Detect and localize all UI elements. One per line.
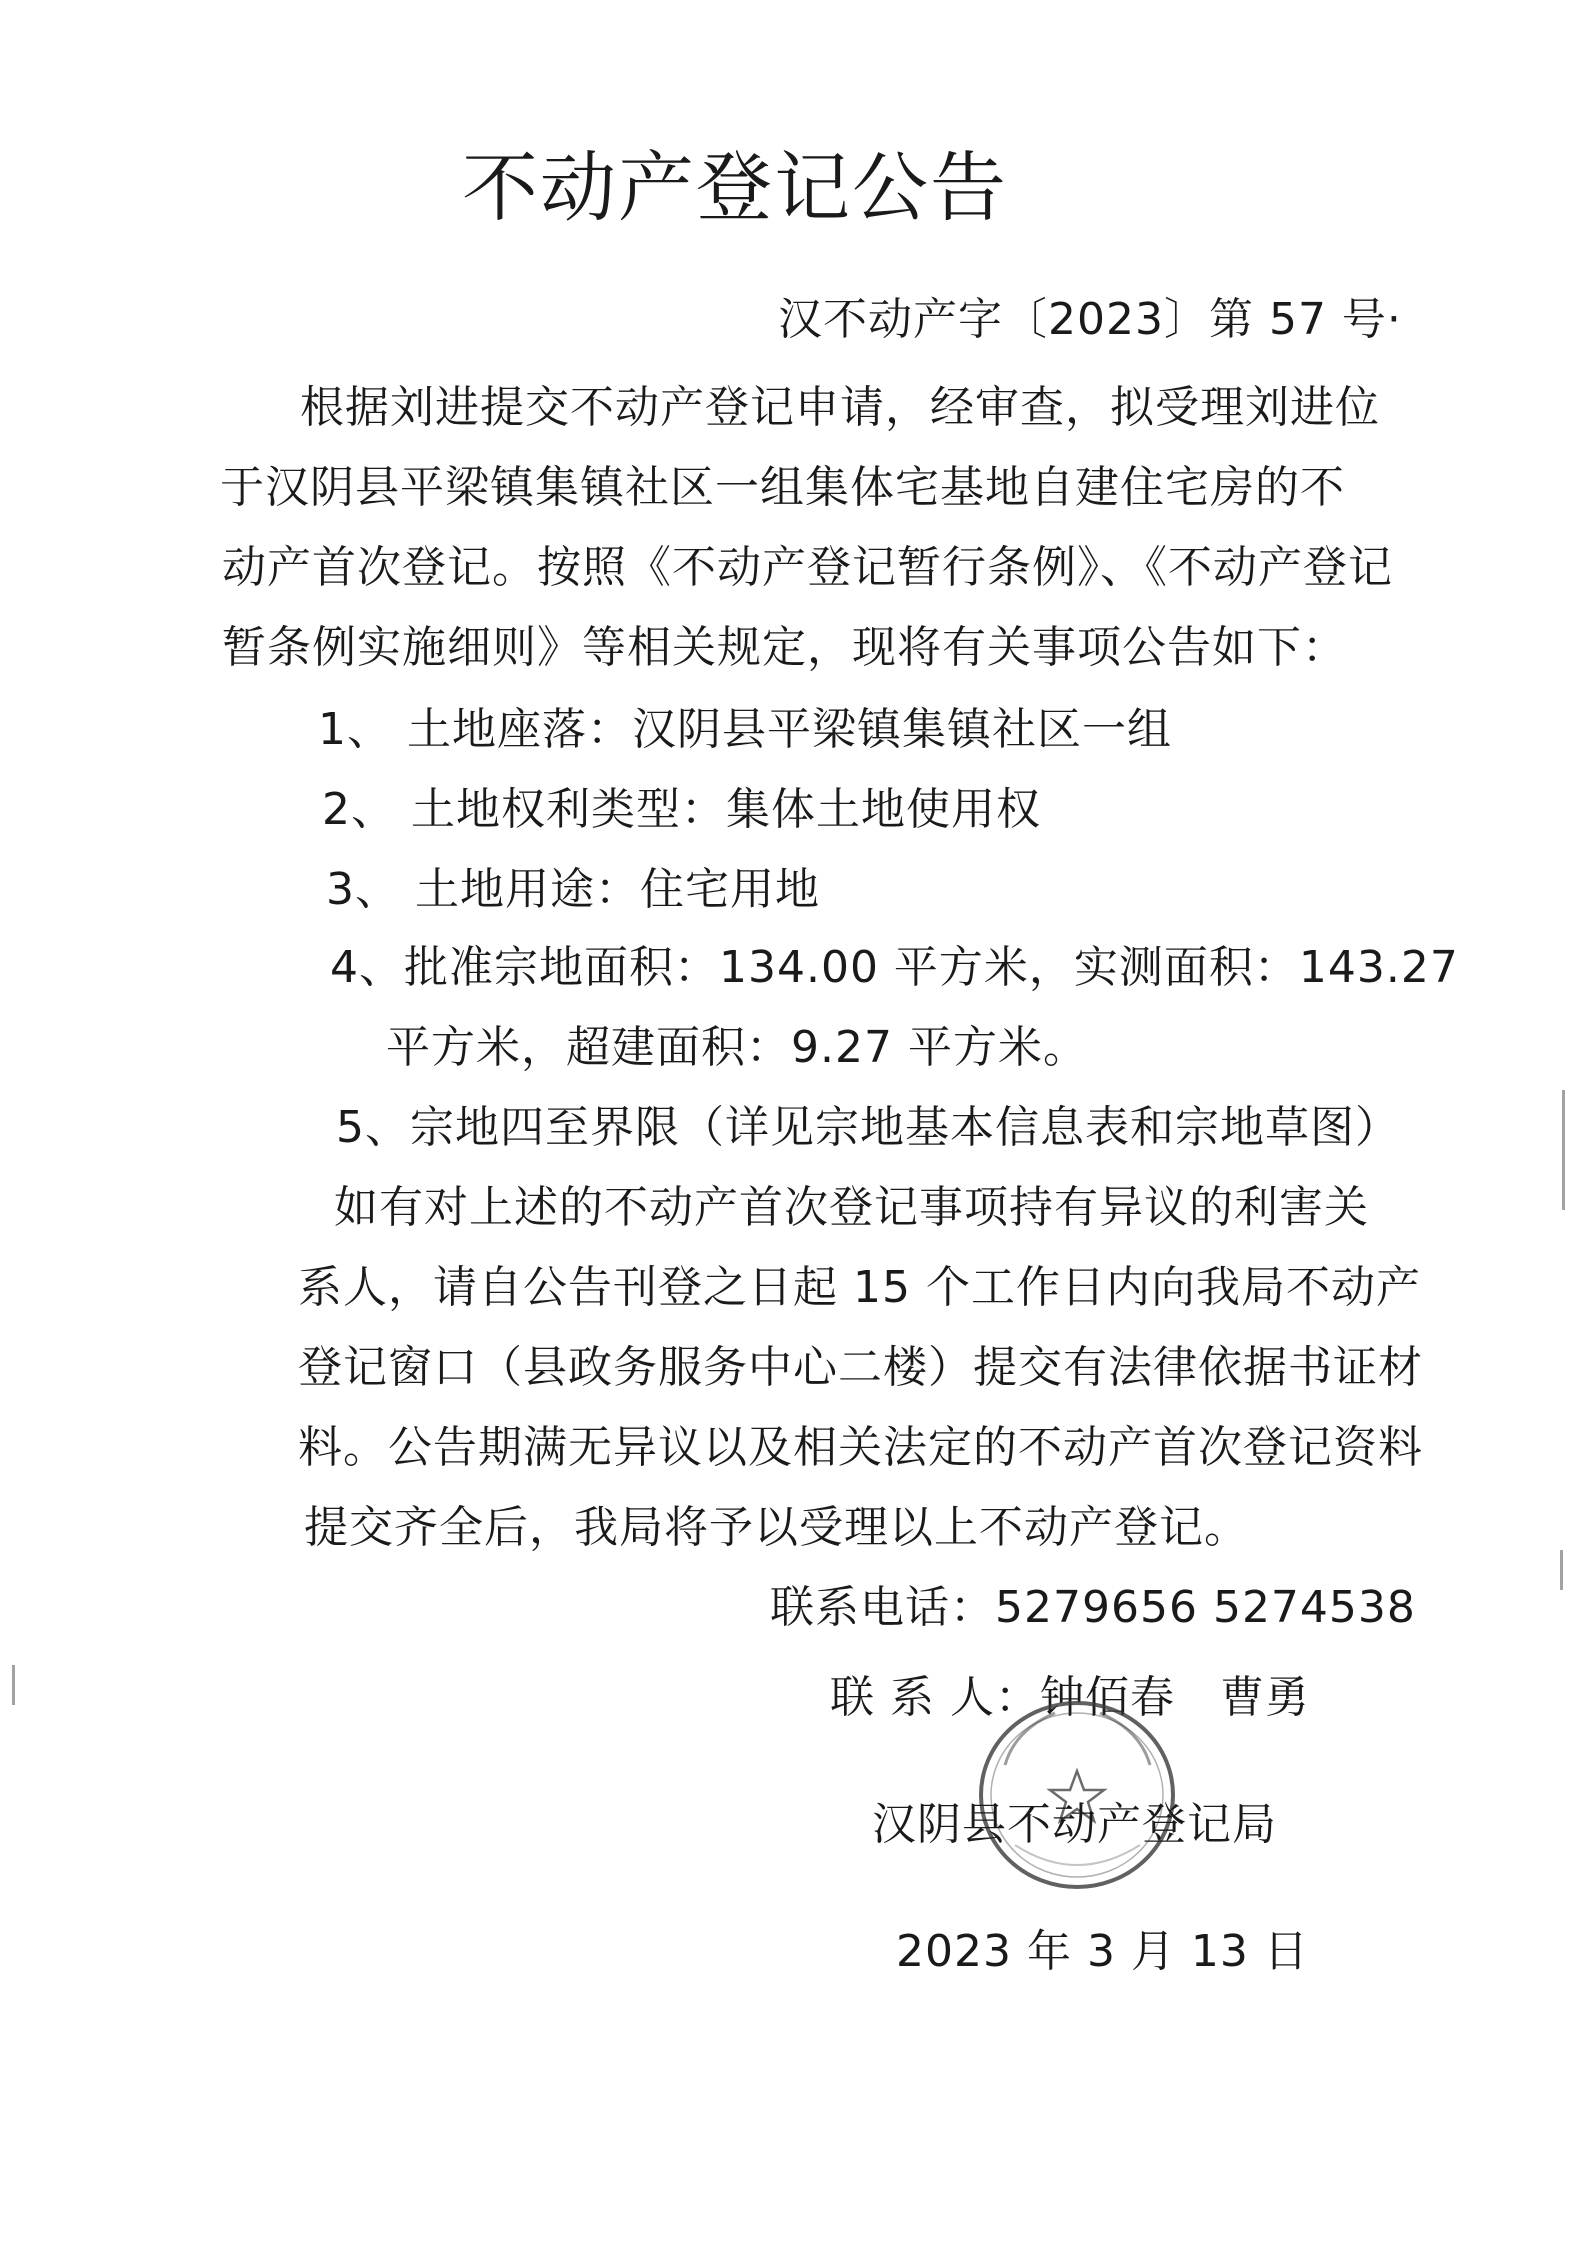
objection-line-3: 登记窗口（县政务服务中心二楼）提交有法律依据书证材 (298, 1342, 1423, 1393)
scan-edge-mark-right-upper (1562, 1090, 1565, 1210)
scan-edge-mark-left (12, 1665, 15, 1705)
document-number: 汉不动产字〔2023〕第 57 号· (778, 294, 1402, 345)
objection-line-5: 提交齐全后，我局将予以受理以上不动产登记。 (304, 1502, 1249, 1553)
item-land-area-continued: 平方米，超建面积：9.27 平方米。 (386, 1022, 1088, 1073)
item-land-location: 1、 土地座落：汉阴县平梁镇集镇社区一组 (318, 704, 1172, 755)
contact-persons: 联 系 人：钟佰春 曹勇 (830, 1672, 1310, 1723)
objection-line-2: 系人，请自公告刊登之日起 15 个工作日内向我局不动产 (298, 1262, 1421, 1313)
item-land-right-type: 2、 土地权利类型：集体土地使用权 (322, 784, 1041, 835)
item-land-area: 4、批准宗地面积：134.00 平方米，实测面积：143.27 (330, 942, 1459, 993)
body-line-1: 根据刘进提交不动产登记申请，经审查，拟受理刘进位 (300, 382, 1380, 433)
item-land-use: 3、 土地用途：住宅用地 (326, 864, 820, 915)
notice-title: 不动产登记公告 (462, 143, 1008, 232)
objection-line-1: 如有对上述的不动产首次登记事项持有异议的利害关 (334, 1182, 1369, 1233)
issue-date: 2023 年 3 月 13 日 (896, 1926, 1309, 1977)
objection-line-4: 料。公告期满无异议以及相关法定的不动产首次登记资料 (298, 1422, 1423, 1473)
issuing-authority: 汉阴县不动产登记局 (872, 1799, 1277, 1850)
scan-edge-mark-right-lower (1560, 1550, 1563, 1590)
contact-phone: 联系电话：5279656 5274538 (770, 1582, 1416, 1633)
body-line-4: 暂条例实施细则》等相关规定，现将有关事项公告如下： (222, 622, 1347, 673)
body-line-2: 于汉阴县平梁镇集镇社区一组集体宅基地自建住宅房的不 (220, 462, 1345, 513)
body-line-3: 动产首次登记。按照《不动产登记暂行条例》、《不动产登记 (222, 542, 1393, 593)
item-land-boundaries: 5、宗地四至界限（详见宗地基本信息表和宗地草图） (336, 1102, 1400, 1153)
